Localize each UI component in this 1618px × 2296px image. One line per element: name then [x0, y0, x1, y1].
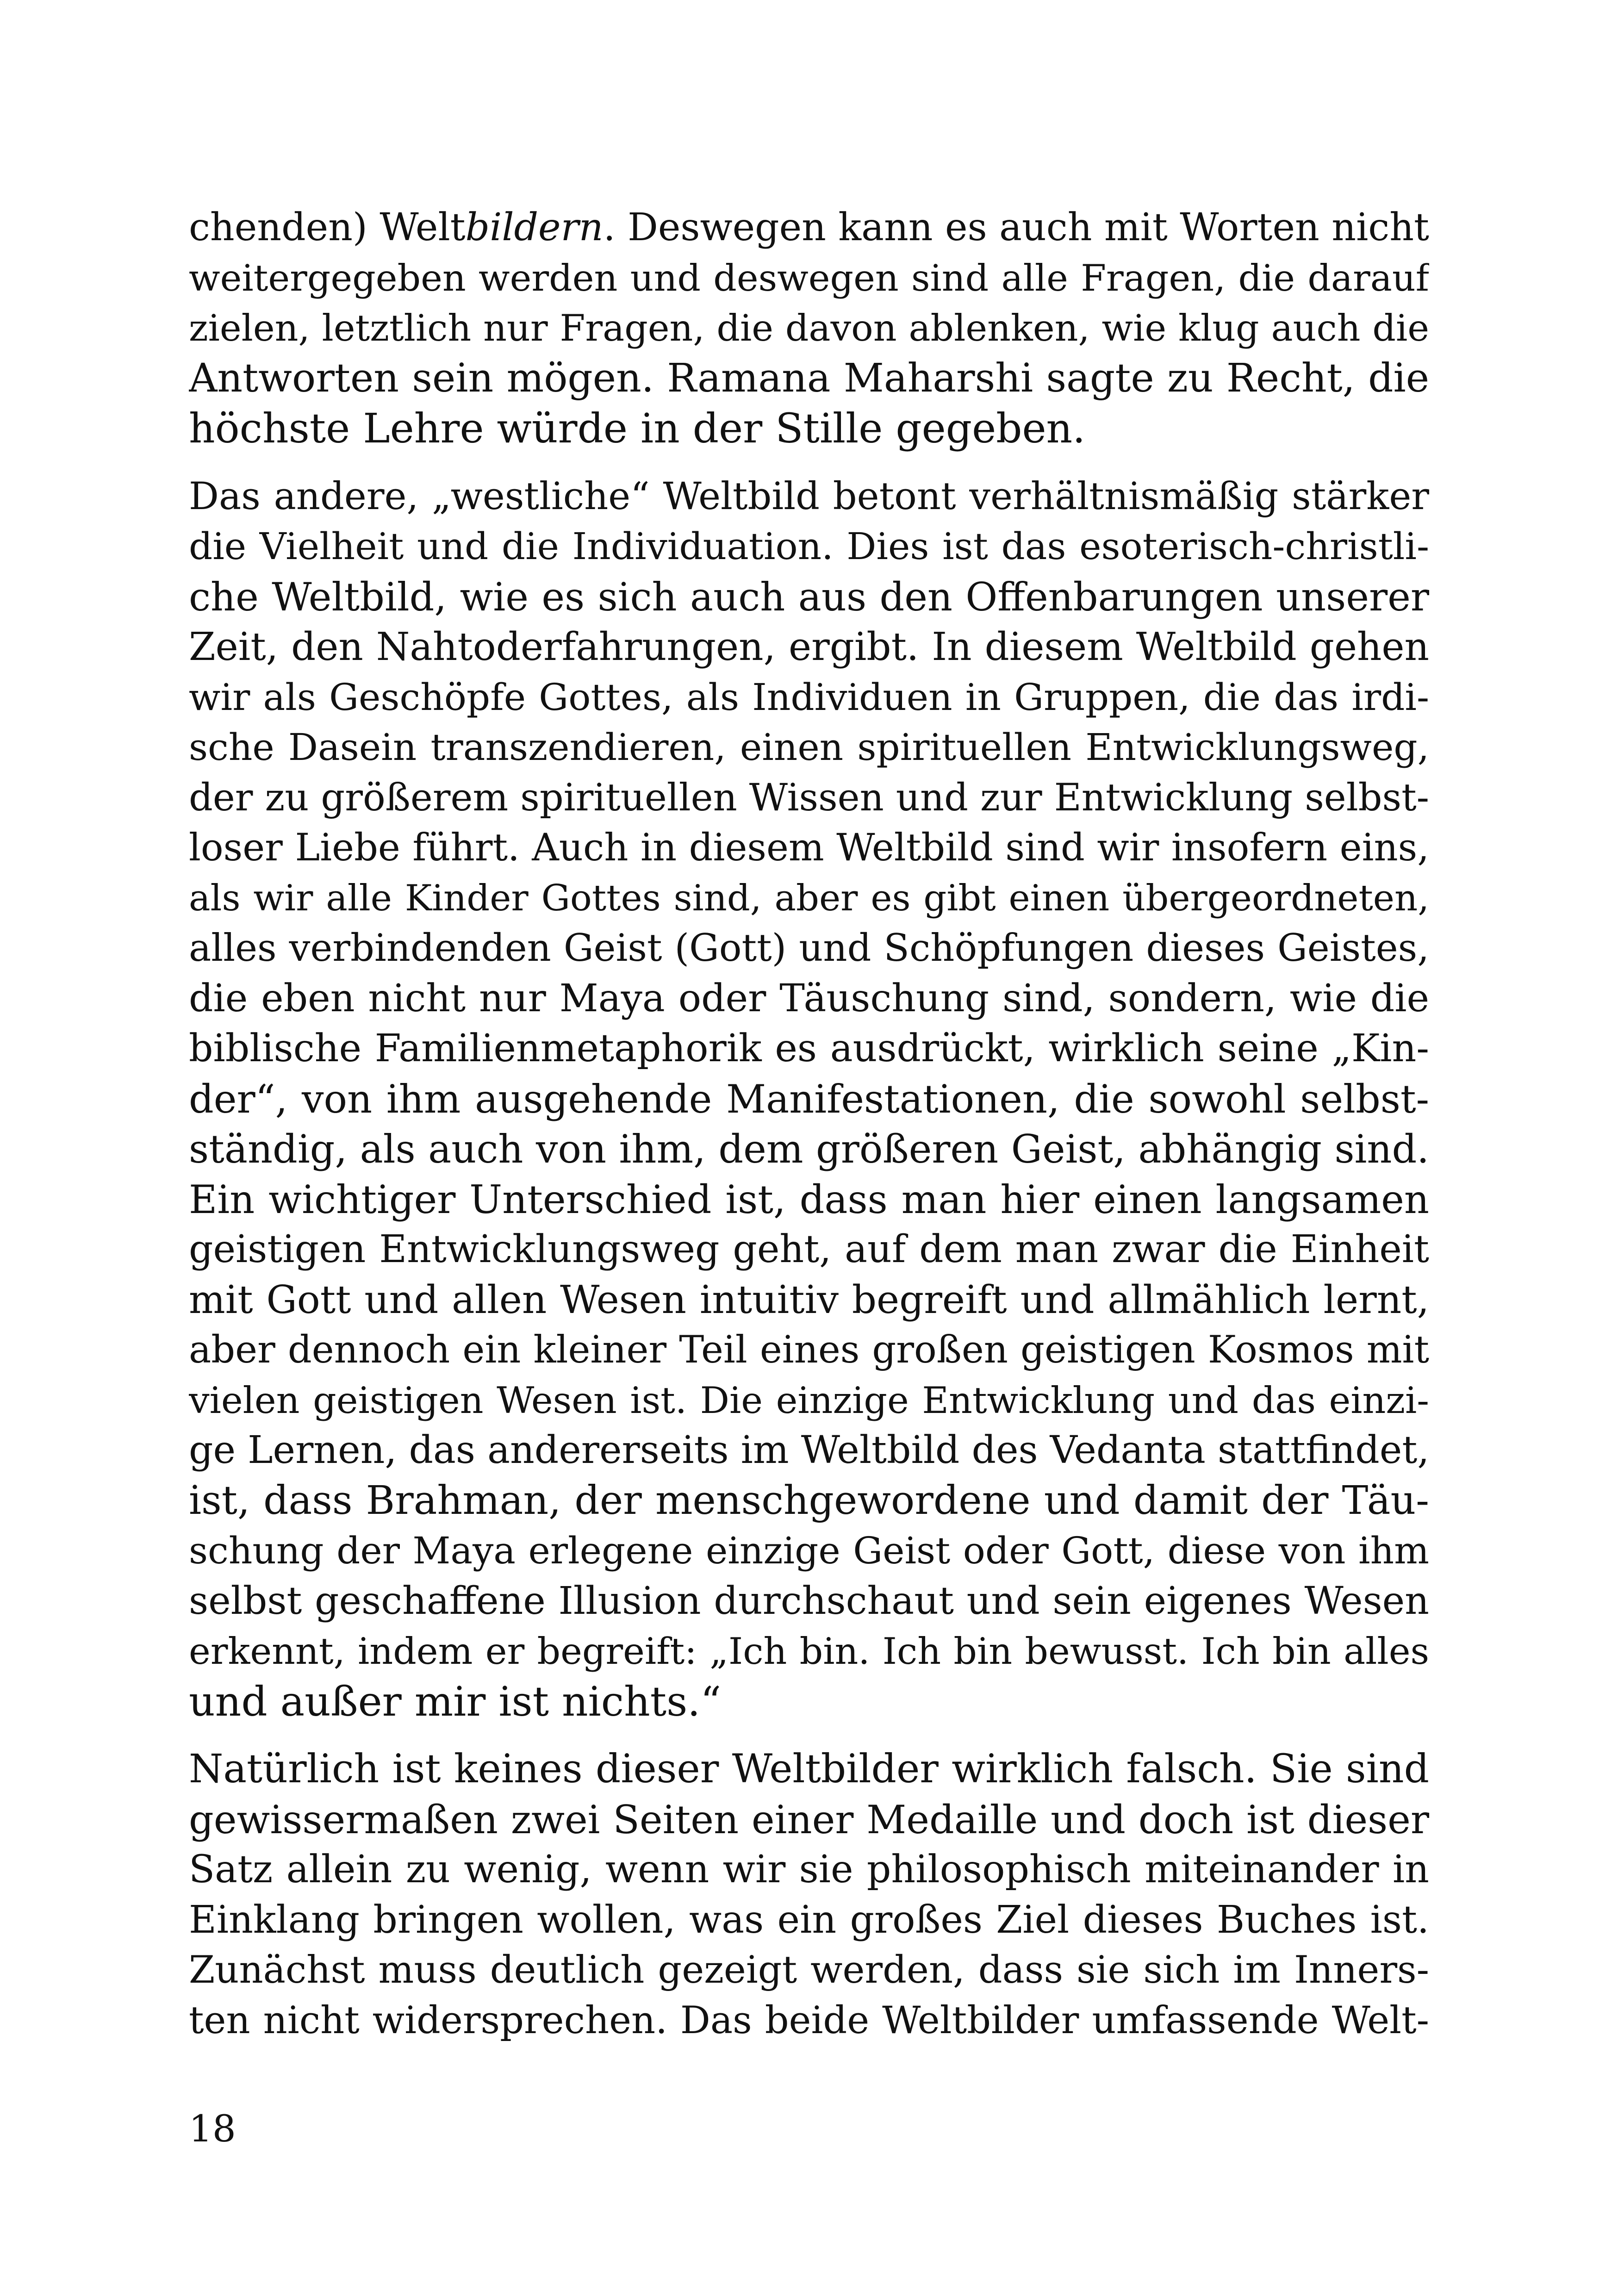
- text-segment: zielen, letztlich nur Fragen, die davon ablenken, wie klug auch die: [189, 307, 1429, 349]
- text-line: [189, 1795, 1429, 1845]
- text-line: [189, 1275, 1429, 1325]
- text-line: [189, 1425, 1429, 1476]
- text-segment: selbst geschaffene Illusion durchschaut und sein eigenes Wesen: [189, 1579, 1429, 1623]
- paragraph: [189, 472, 1429, 1727]
- text-line: [189, 1074, 1429, 1125]
- text-segment: der“, von ihm ausgehende Manifestationen, die sowohl selbst-: [189, 1076, 1429, 1122]
- text-segment: Zunächst muss deutlich gezeigt werden, dass sie sich im Inners-: [189, 1948, 1429, 1992]
- text-segment: ist, dass Brahman, der menschgewordene und damit der Täu-: [189, 1477, 1429, 1524]
- text-line: [189, 1996, 1429, 2046]
- text-line: [189, 923, 1429, 974]
- text-segment: weitergegeben werden und deswegen sind alle Fragen, die darauf: [189, 256, 1429, 299]
- text-line: [189, 1225, 1429, 1275]
- text-segment: die eben nicht nur Maya oder Täuschung sind, sondern, wie die: [189, 976, 1429, 1020]
- paragraph: [189, 1744, 1429, 2046]
- italic-text: bildern: [465, 205, 604, 249]
- text-line: [189, 1744, 1429, 1795]
- text-segment: biblische Familienmetaphorik es ausdrückt, wirklich seine „Kin-: [189, 1027, 1429, 1070]
- text-line: [189, 404, 1429, 454]
- text-segment: Antworten sein mögen. Ramana Maharshi sagte zu Recht, die: [189, 355, 1429, 401]
- text-line: [189, 1325, 1429, 1375]
- text-line: [189, 1175, 1429, 1225]
- text-line: [189, 472, 1429, 522]
- text-segment: sche Dasein transzendieren, einen spirituellen Entwicklungsweg,: [189, 726, 1429, 769]
- body-text: [189, 203, 1429, 2046]
- text-segment: ge Lernen, das andererseits im Weltbild des Vedanta stattfindet,: [189, 1428, 1429, 1472]
- text-segment: Zeit, den Nahtoderfahrungen, ergibt. In diesem Weltbild gehen: [189, 624, 1429, 669]
- text-line: [189, 522, 1429, 572]
- text-line: [189, 1677, 1429, 1727]
- text-segment: aber dennoch ein kleiner Teil eines großen geistigen Kosmos mit: [189, 1328, 1429, 1372]
- text-segment: der zu größerem spirituellen Wissen und zur Entwicklung selbst-: [189, 776, 1429, 820]
- text-line: [189, 1845, 1429, 1895]
- text-line: [189, 722, 1429, 773]
- text-segment: Ein wichtiger Unterschied ist, dass man hier einen langsamen: [189, 1176, 1429, 1222]
- text-segment: chenden) Welt: [189, 205, 466, 249]
- text-line: [189, 1895, 1429, 1946]
- paragraph: [189, 203, 1429, 454]
- page-number: 18: [189, 2107, 236, 2150]
- text-line: [189, 823, 1429, 873]
- text-segment: die Vielheit und die Individuation. Dies ist das esoterisch-christli-: [189, 525, 1429, 568]
- text-segment: . Deswegen kann es auch mit Worten nicht: [603, 205, 1429, 249]
- text-line: [189, 873, 1429, 924]
- text-line: [189, 1476, 1429, 1526]
- text-segment: mit Gott und allen Wesen intuitiv begreift und allmählich lernt,: [189, 1277, 1429, 1322]
- text-segment: schung der Maya erlegene einzige Geist oder Gott, diese von ihm: [189, 1529, 1429, 1572]
- text-line: [189, 1945, 1429, 1996]
- text-line: [189, 572, 1429, 622]
- text-line: [189, 1124, 1429, 1175]
- text-line: [189, 1526, 1429, 1576]
- text-segment: höchste Lehre würde in der Stille gegeben.: [189, 404, 1086, 452]
- text-line: [189, 303, 1429, 354]
- text-segment: wir als Geschöpfe Gottes, als Individuen in Gruppen, die das irdi-: [189, 675, 1429, 719]
- text-line: [189, 203, 1429, 253]
- text-segment: und außer mir ist nichts.“: [189, 1677, 722, 1725]
- text-line: [189, 354, 1429, 404]
- text-line: [189, 1626, 1429, 1677]
- text-line: [189, 773, 1429, 823]
- text-segment: Natürlich ist keines dieser Weltbilder wirklich falsch. Sie sind: [189, 1746, 1429, 1792]
- text-segment: gewissermaßen zwei Seiten einer Medaille und doch ist dieser: [189, 1797, 1429, 1842]
- text-segment: Einklang bringen wollen, was ein großes Ziel dieses Buches ist.: [189, 1898, 1429, 1942]
- text-line: [189, 1576, 1429, 1627]
- text-line: [189, 1375, 1429, 1426]
- text-segment: erkennt, indem er begreift: „Ich bin. Ich bin bewusst. Ich bin alles: [189, 1630, 1429, 1673]
- text-segment: Das andere, „westliche“ Weltbild betont verhältnismäßig stärker: [189, 474, 1429, 518]
- text-segment: Satz allein zu wenig, wenn wir sie philosophisch miteinander in: [189, 1848, 1429, 1892]
- text-segment: vielen geistigen Wesen ist. Die einzige Entwicklung und das einzi-: [189, 1379, 1429, 1422]
- text-segment: che Weltbild, wie es sich auch aus den Offenbarungen unserer: [189, 574, 1429, 620]
- text-segment: geistigen Entwicklungsweg geht, auf dem man zwar die Einheit: [189, 1227, 1429, 1271]
- text-segment: loser Liebe führt. Auch in diesem Weltbild sind wir insofern eins,: [189, 826, 1429, 870]
- text-line: [189, 974, 1429, 1024]
- text-segment: alles verbindenden Geist (Gott) und Schöpfungen dieses Geistes,: [189, 927, 1429, 970]
- text-segment: ten nicht widersprechen. Das beide Weltbilder umfassende Welt-: [189, 1998, 1429, 2042]
- text-line: [189, 253, 1429, 304]
- text-line: [189, 1024, 1429, 1074]
- text-segment: ständig, als auch von ihm, dem größeren Geist, abhängig sind.: [189, 1126, 1429, 1172]
- text-line: [189, 622, 1429, 672]
- text-line: [189, 672, 1429, 723]
- text-segment: als wir alle Kinder Gottes sind, aber es gibt einen übergeordneten,: [189, 877, 1429, 919]
